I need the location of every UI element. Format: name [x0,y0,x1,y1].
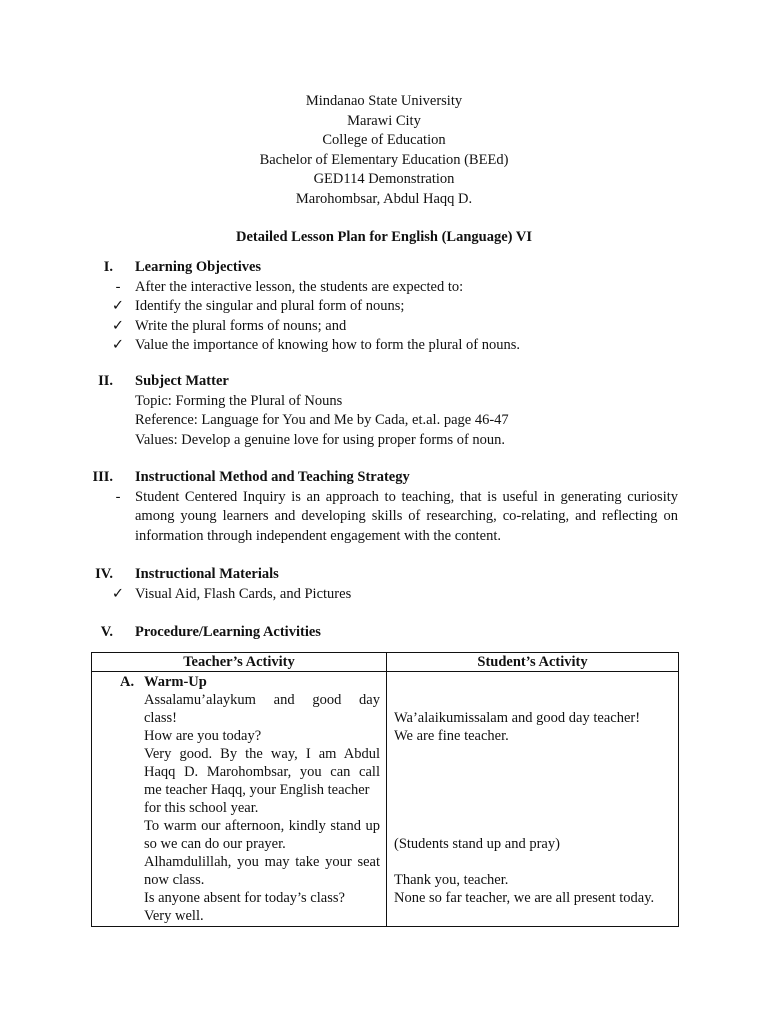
document-header [0,92,768,209]
section-title: Procedure/Learning Activities [135,624,321,640]
section-heading [0,372,768,392]
student-line [394,763,677,781]
objective-item: ✓ Identify the singular and plural form of nouns; [0,297,768,317]
student-line [394,781,677,799]
teacher-line: so we can do our prayer. [144,836,286,852]
teacher-line: Very good. By the way, I am Abdul [144,746,380,762]
checkmark-icon: ✓ [111,585,125,602]
table-header-row [92,653,679,672]
objectives-intro: - After the interactive lesson, the students are expected to: [0,278,768,298]
spacer [388,673,677,691]
subject-reference: Reference: Language for You and Me by Cada, et.al. page 46-47 [135,412,509,428]
subject-values: Values: Develop a genuine love for using proper forms of noun. [135,431,506,448]
section-heading [0,468,768,488]
course-name: GED114 Demonstration [313,171,455,187]
section-number: III. [92,469,113,485]
section-instructional-materials [0,565,768,604]
checkmark-icon: ✓ [111,298,125,314]
city-name: Marawi City [347,112,421,129]
procedure-table [91,652,679,927]
teacher-line: me teacher Haqq, your English teacher [144,782,370,798]
subsection-letter: A. [120,674,135,690]
materials-item: ✓ Visual Aid, Flash Cards, and Pictures [0,585,768,605]
checkmark-icon: ✓ [111,317,125,334]
section-heading [0,258,768,278]
method-description: - Student Centered Inquiry is an approach to teaching, that is useful in generating curiosity among young learners and developing skills of researching, co-relating, and reflecting on information through independent engagement with the content. [0,488,768,547]
table-row [92,672,679,927]
checkmark-icon: ✓ [111,337,125,353]
section-number: IV. [95,566,113,582]
teacher-lines [93,691,385,925]
section-title: Learning Objectives [135,259,262,275]
dash-bullet: - [115,488,121,505]
objective-item: ✓ Value the importance of knowing how to form the plural of nouns. [0,336,768,356]
student-line: None so far teacher, we are all present today. [394,890,655,906]
teacher-line: for this school year. [144,800,259,816]
teacher-line: now class. [144,872,205,888]
student-line: Thank you, teacher. [394,872,509,888]
teacher-line: class! [144,710,178,726]
student-line: We are fine teacher. [394,728,509,744]
objective-item: ✓ Write the plural forms of nouns; and [0,317,768,337]
teacher-line: How are you today? [144,728,262,744]
author-name: Marohombsar, Abdul Haqq D. [295,190,473,207]
student-line [394,799,677,817]
section-title: Instructional Materials [135,566,279,582]
subsection-title: Warm-Up [144,674,207,690]
dash-bullet: - [115,278,121,295]
teacher-activity-cell [92,672,387,927]
subject-topic: Topic: Forming the Plural of Nouns [135,392,343,409]
section-number: II. [98,373,113,389]
section-number: I. [103,259,113,275]
section-title: Instructional Method and Teaching Strategy [135,469,410,485]
teacher-line: Assalamu’alaykum and good day [144,692,380,708]
student-line [394,691,677,709]
section-subject-matter [0,372,768,450]
student-line [394,745,677,763]
student-line [394,817,677,835]
teacher-activity-header: Teacher’s Activity [92,653,387,672]
student-line [394,853,677,871]
teacher-line: Is anyone absent for today’s class? [144,890,345,906]
student-line: (Students stand up and pray) [394,836,560,852]
program-name: Bachelor of Elementary Education (BEEd) [259,151,509,168]
teacher-line: Alhamdulillah, you may take your seat [144,854,380,870]
university-name: Mindanao State University [305,93,463,109]
subsection-heading [93,673,385,691]
college-name: College of Education [322,132,446,148]
section-instructional-method [0,468,768,546]
teacher-line: Haqq D. Marohombsar, you can call [144,764,380,780]
section-title: Subject Matter [135,373,229,389]
student-lines [388,691,677,907]
section-procedure [0,623,768,643]
student-activity-header: Student’s Activity [387,653,679,672]
section-heading [0,565,768,585]
document-title: Detailed Lesson Plan for English (Language) VI [236,229,532,245]
student-activity-cell [387,672,679,927]
section-number: V. [100,624,113,640]
teacher-line: To warm our afternoon, kindly stand up [144,818,380,834]
teacher-line: Very well. [144,908,204,924]
section-learning-objectives [0,258,768,356]
section-heading [0,623,768,643]
student-line: Wa’alaikumissalam and good day teacher! [394,710,641,726]
